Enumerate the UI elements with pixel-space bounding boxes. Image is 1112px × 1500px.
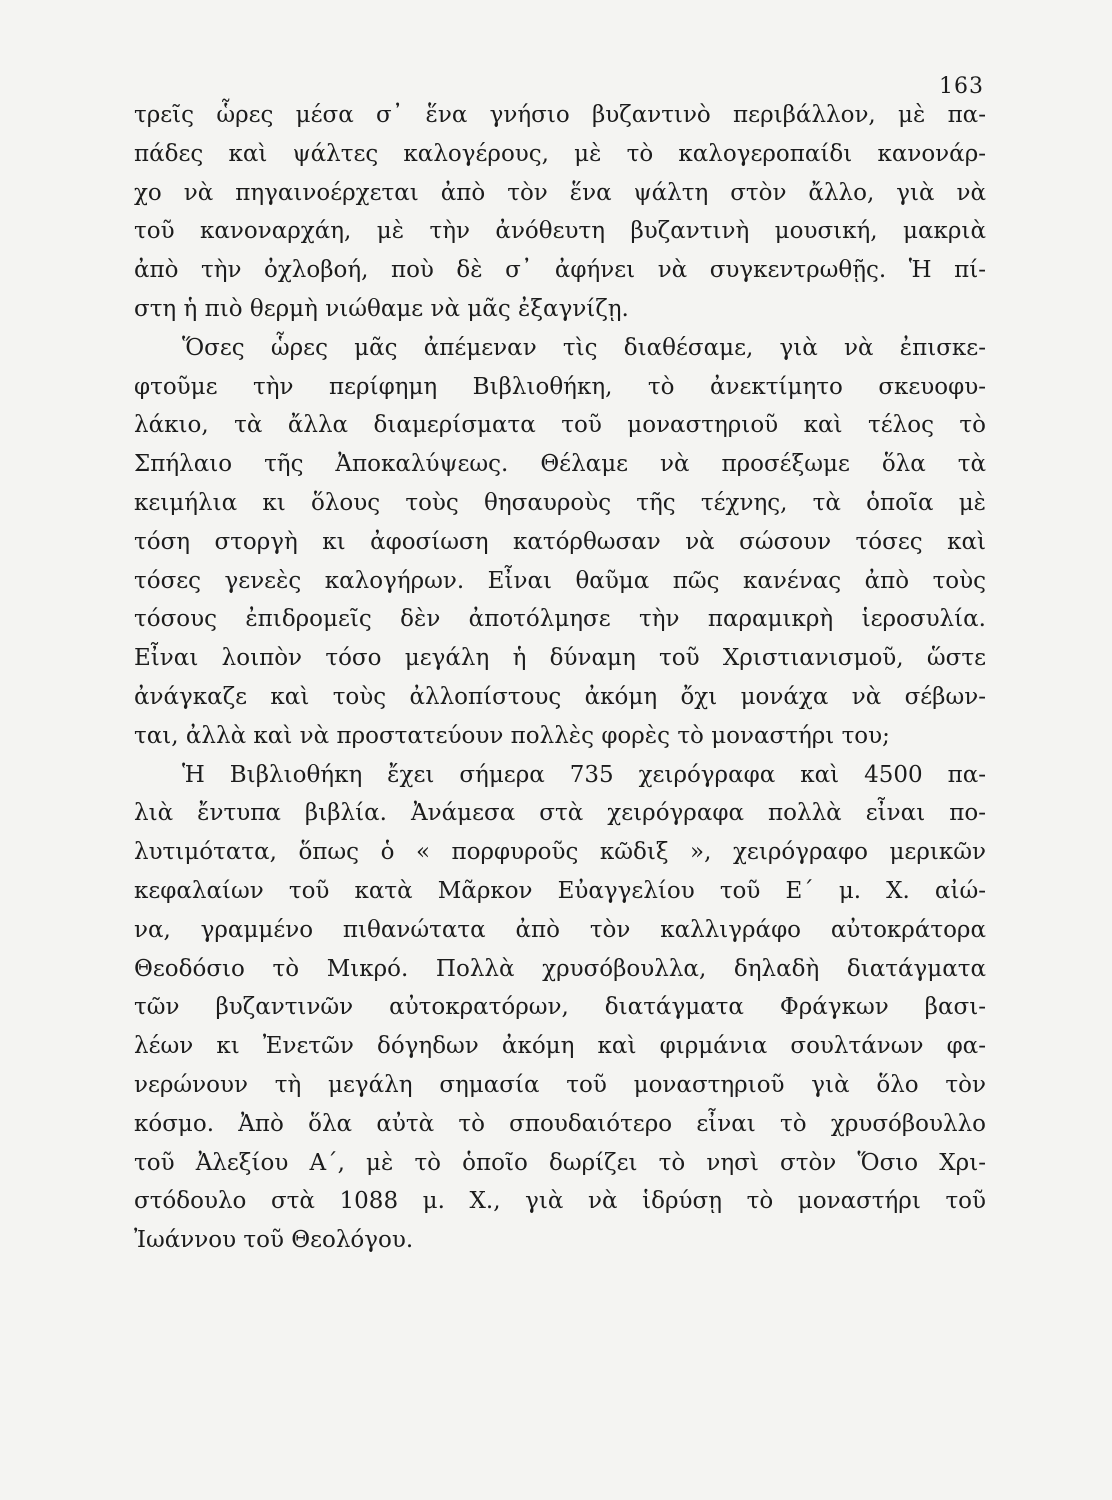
text-line: Θεοδόσιο τὸ Μικρό. Πολλὰ χρυσόβουλλα, δηλαδὴ διατάγματα <box>134 955 986 982</box>
text-line: κεφαλαίων τοῦ κατὰ Μᾶρκον Εὐαγγελίου τοῦ Ε΄ μ. Χ. αἰώ- <box>134 877 986 904</box>
text-line: Ἡ Βιβλιοθήκη ἔχει σήμερα 735 χειρόγραφα καὶ 4500 πα- <box>182 761 986 788</box>
text-line: τόσες γενεὲς καλογήρων. Εἶναι θαῦμα πῶς κανένας ἀπὸ τοὺς <box>134 567 986 594</box>
text-line: κόσμο. Ἀπὸ ὅλα αὐτὰ τὸ σπουδαιότερο εἶναι τὸ χρυσόβουλλο <box>134 1110 986 1137</box>
text-line: νερώνουν τὴ μεγάλη σημασία τοῦ μοναστηριοῦ γιὰ ὅλο τὸν <box>134 1071 986 1098</box>
text-line: λέων κι Ἐνετῶν δόγηδων ἀκόμη καὶ φιρμάνια σουλτάνων φα- <box>134 1033 986 1060</box>
text-line: στη ἡ πιὸ θερμὴ νιώθαμε νὰ μᾶς ἐξαγνίζῃ. <box>134 295 629 322</box>
text-line: τῶν βυζαντινῶν αὐτοκρατόρων, διατάγματα Φράγκων βασι- <box>134 994 986 1021</box>
text-line: Εἶναι λοιπὸν τόσο μεγάλη ἡ δύναμη τοῦ Χριστιανισμοῦ, ὥστε <box>134 645 986 672</box>
paragraph-1 <box>134 96 986 329</box>
text-line: πάδες καὶ ψάλτες καλογέρους, μὲ τὸ καλογεροπαίδι κανονάρ- <box>134 140 986 167</box>
text-line: φτοῦμε τὴν περίφημη Βιβλιοθήκη, τὸ ἀνεκτίμητο σκευοφυ- <box>134 373 986 400</box>
text-line: χο νὰ πηγαινοέρχεται ἀπὸ τὸν ἕνα ψάλτη στὸν ἄλλο, γιὰ νὰ <box>134 179 986 206</box>
paragraph-3 <box>134 756 986 1260</box>
page-number: 163 <box>939 74 984 99</box>
text-line: να, γραμμένο πιθανώτατα ἀπὸ τὸν καλλιγράφο αὐτοκράτορα <box>134 916 986 943</box>
text-line: ἀπὸ τὴν ὀχλοβοή, ποὺ δὲ σ᾽ ἀφήνει νὰ συγκεντρωθῇς. Ἡ πί- <box>134 257 986 284</box>
text-line: λάκιο, τὰ ἄλλα διαμερίσματα τοῦ μοναστηριοῦ καὶ τέλος τὸ <box>134 412 986 439</box>
text-line: τόσους ἐπιδρομεῖς δὲν ἀποτόλμησε τὴν παραμικρὴ ἱεροσυλία. <box>134 606 986 633</box>
text-line: τρεῖς ὧρες μέσα σ᾽ ἕνα γνήσιο βυζαντινὸ περιβάλλον, μὲ πα- <box>134 102 986 128</box>
text-line: ἀνάγκαζε καὶ τοὺς ἀλλοπίστους ἀκόμη ὄχι μονάχα νὰ σέβων- <box>134 683 986 710</box>
text-line: τοῦ Ἀλεξίου Α΄, μὲ τὸ ὁποῖο δωρίζει τὸ νησὶ στὸν Ὅσιο Χρι- <box>134 1149 986 1176</box>
text-line: λιὰ ἔντυπα βιβλία. Ἀνάμεσα στὰ χειρόγραφα πολλὰ εἶναι πο- <box>134 800 986 827</box>
text-line: τοῦ κανοναρχάη, μὲ τὴν ἀνόθευτη βυζαντινὴ μουσική, μακριὰ <box>134 218 986 245</box>
text-line: Ἰωάννου τοῦ Θεολόγου. <box>134 1227 414 1254</box>
text-line: Ὅσες ὧρες μᾶς ἀπέμεναν τὶς διαθέσαμε, γιὰ νὰ ἐπισκε- <box>182 334 986 361</box>
body-text <box>134 96 986 1260</box>
text-line: κειμήλια κι ὅλους τοὺς θησαυροὺς τῆς τέχνης, τὰ ὁποῖα μὲ <box>134 489 986 516</box>
text-line: Σπήλαιο τῆς Ἀποκαλύψεως. Θέλαμε νὰ προσέξωμε ὅλα τὰ <box>134 451 986 478</box>
text-line: λυτιμότατα, ὅπως ὁ « πορφυροῦς κῶδιξ », χειρόγραφο μερικῶν <box>134 839 986 866</box>
text-line: στόδουλο στὰ 1088 μ. Χ., γιὰ νὰ ἱδρύσῃ τὸ μοναστήρι τοῦ <box>134 1188 986 1215</box>
text-line: ται, ἀλλὰ καὶ νὰ προστατεύουν πολλὲς φορὲς τὸ μοναστήρι του; <box>134 722 890 749</box>
paragraph-2 <box>134 329 986 756</box>
text-line: τόση στοργὴ κι ἀφοσίωση κατόρθωσαν νὰ σώσουν τόσες καὶ <box>134 528 986 555</box>
